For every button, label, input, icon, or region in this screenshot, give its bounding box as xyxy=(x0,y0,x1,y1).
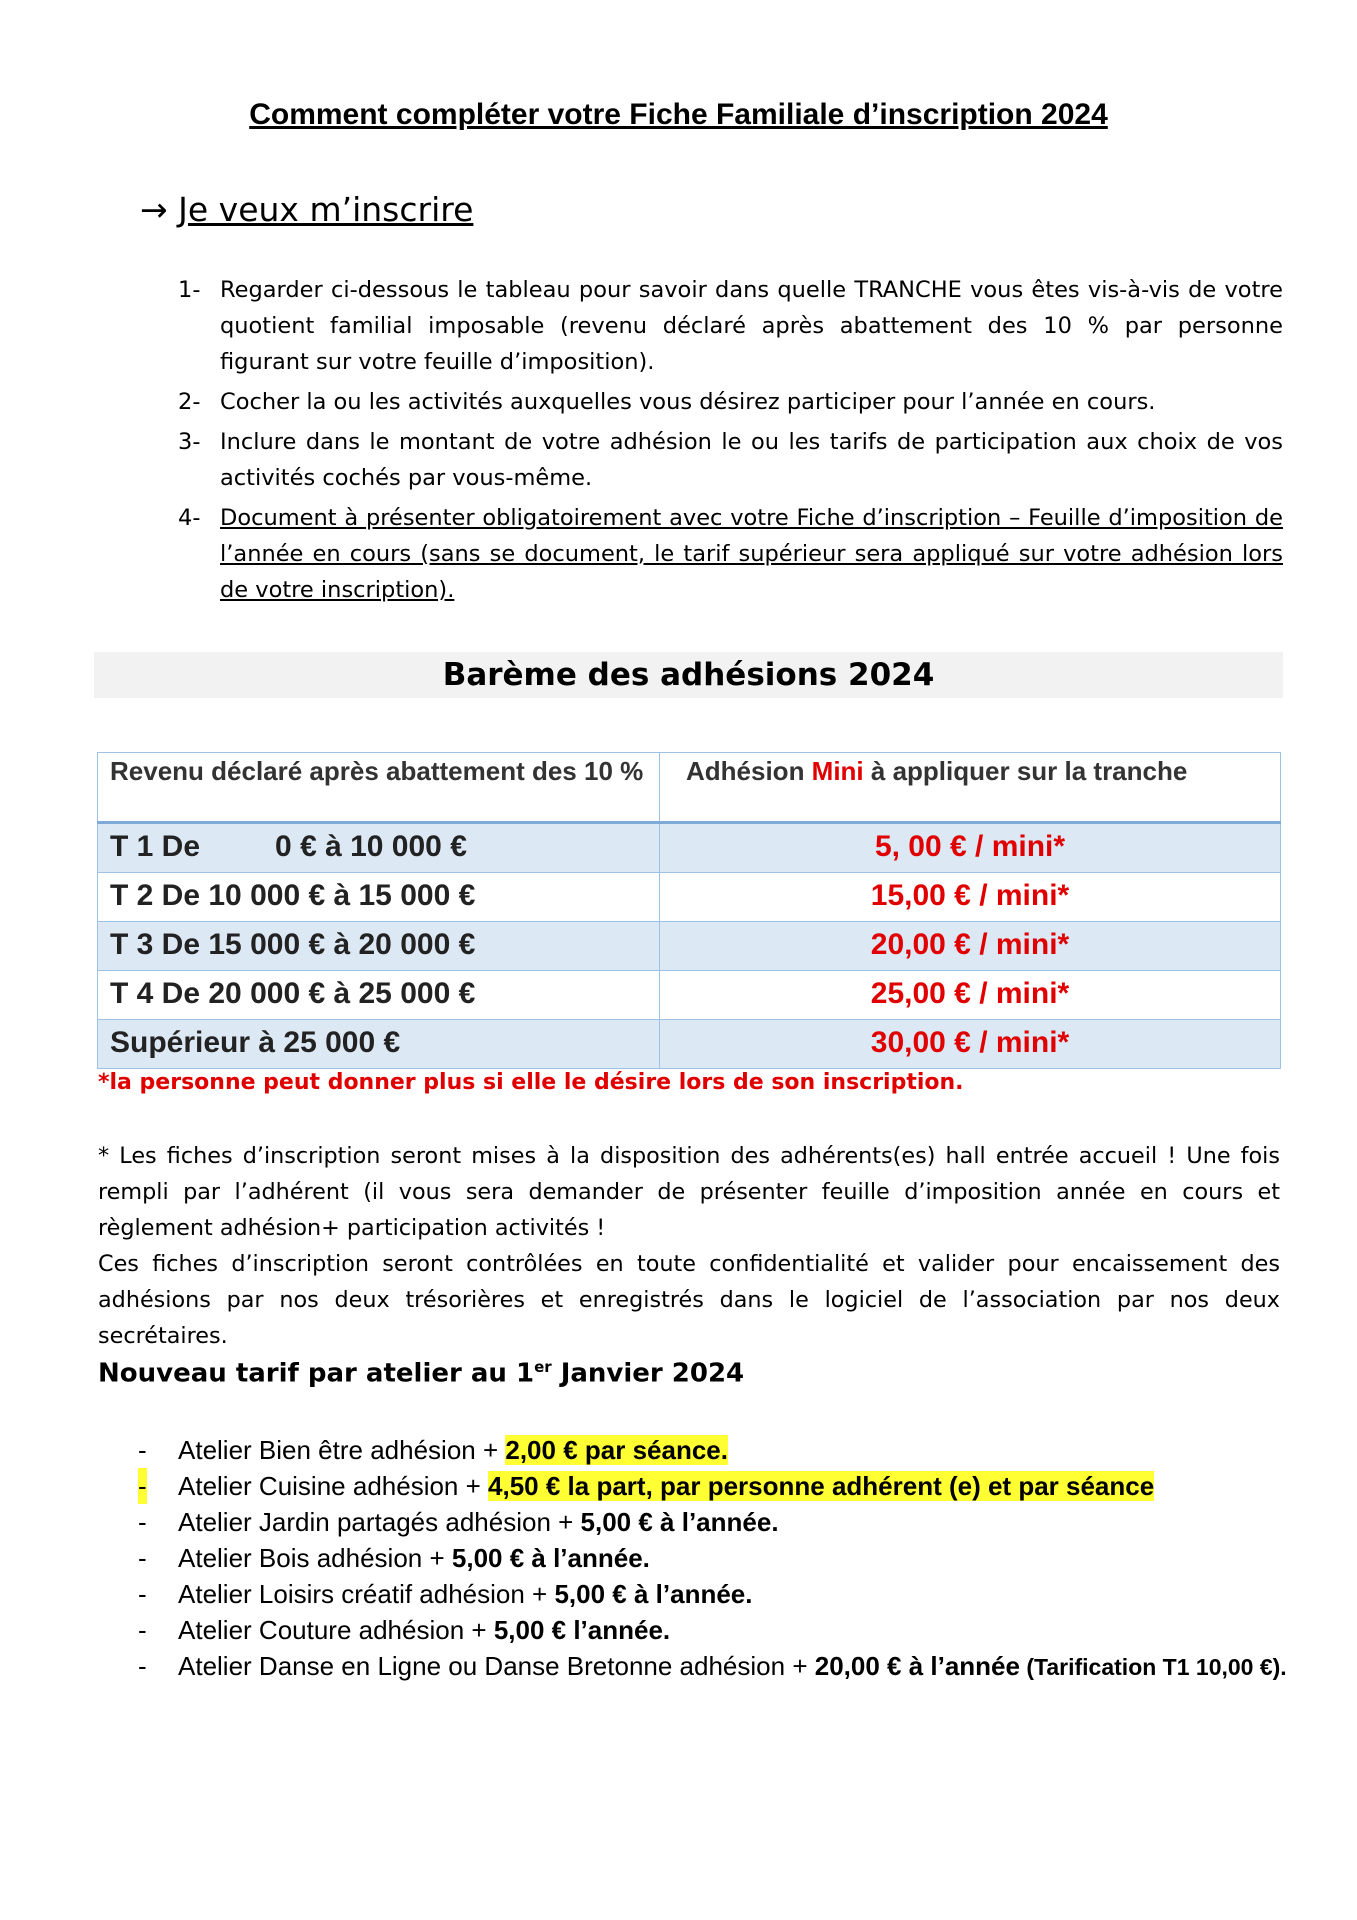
bullet-dash: - xyxy=(138,1507,147,1537)
table-row xyxy=(98,971,1281,1020)
atelier-label: Atelier Danse en Ligne ou Danse Bretonne adhésion + xyxy=(178,1651,815,1681)
header-adhesion-text-end: à appliquer sur la tranche xyxy=(863,756,1188,786)
tranche-cell: T 4 De 20 000 € à 25 000 € xyxy=(98,971,660,1020)
montant-cell: 20,00 € / mini* xyxy=(660,922,1281,971)
bullet-dash: - xyxy=(138,1651,147,1681)
montant-cell: 5, 00 € / mini* xyxy=(660,823,1281,873)
step-item xyxy=(178,424,1283,496)
atelier-label: Atelier Jardin partagés adhésion + xyxy=(178,1507,581,1537)
list-item xyxy=(138,1504,1288,1540)
table-row xyxy=(98,1020,1281,1069)
list-item xyxy=(138,1648,1288,1685)
bullet-dash: - xyxy=(138,1435,147,1465)
atelier-label: Atelier Couture adhésion + xyxy=(178,1615,494,1645)
tranche-cell: T 3 De 15 000 € à 20 000 € xyxy=(98,922,660,971)
list-item xyxy=(138,1468,1288,1504)
atelier-price: 2,00 € par séance. xyxy=(505,1435,728,1465)
atelier-label: Atelier Loisirs créatif adhésion + xyxy=(178,1579,555,1609)
list-item xyxy=(138,1540,1288,1576)
header-revenu: Revenu déclaré après abattement des 10 % xyxy=(98,753,660,823)
header-adhesion-text: Adhésion xyxy=(686,756,812,786)
info-paragraphs xyxy=(98,1138,1280,1354)
tarif-title xyxy=(98,1358,744,1389)
tranche-cell: Supérieur à 25 000 € xyxy=(98,1020,660,1069)
step-text: Document à présenter obligatoirement avec votre Fiche d’inscription – Feuille d’imposition de l’année en cours (sans se document, le tarif supérieur sera appliqué sur votre adhésion lors de votre inscription). xyxy=(220,505,1283,603)
step-text: Inclure dans le montant de votre adhésion le ou les tarifs de participation aux choix de vos activités cochés par vous-même. xyxy=(220,429,1283,491)
tarif-title-text-end: Janvier 2024 xyxy=(551,1358,745,1389)
atelier-label: Atelier Bien être adhésion + xyxy=(178,1435,506,1465)
atelier-price: 5,00 € l’année. xyxy=(493,1615,671,1645)
bullet-dash: - xyxy=(138,1543,147,1573)
table-header-row xyxy=(98,753,1281,823)
list-item xyxy=(138,1576,1288,1612)
bullet-dash: - xyxy=(138,1579,147,1609)
bareme-title: Barème des adhésions 2024 xyxy=(94,652,1283,698)
bullet-dash: - xyxy=(138,1615,147,1645)
header-mini: Mini xyxy=(811,756,864,786)
atelier-price: 4,50 € la part, par personne adhérent (e) et par séance xyxy=(488,1471,1155,1501)
atelier-price: 5,00 € à l’année. xyxy=(580,1507,779,1537)
page-title: Comment compléter votre Fiche Familiale d’inscription 2024 xyxy=(249,98,1108,131)
atelier-label: Atelier Bois adhésion + xyxy=(178,1543,452,1573)
step-number: 1- xyxy=(178,277,201,303)
atelier-extra: (Tarification T1 10,00 €). xyxy=(1019,1654,1287,1680)
tranche-cell: T 2 De 10 000 € à 15 000 € xyxy=(98,873,660,922)
tarif-title-sup: er xyxy=(534,1358,552,1376)
step-text: Regarder ci-dessous le tableau pour savoir dans quelle TRANCHE vous êtes vis-à-vis de votre quotient familial imposable (revenu déclaré après abattement des 10 % par personne figurant sur votre feuille d’imposition). xyxy=(220,277,1283,375)
montant-cell: 30,00 € / mini* xyxy=(660,1020,1281,1069)
step-number: 3- xyxy=(178,429,201,455)
tranche-cell: T 1 De 0 € à 10 000 € xyxy=(98,823,660,873)
info-paragraph: Ces fiches d’inscription seront contrôlées en toute confidentialité et valider pour encaissement des adhésions par nos deux trésorières et enregistrés dans le logiciel de l’association par nos deux secrétaires. xyxy=(98,1251,1280,1349)
section-heading-text: Je veux m’inscrire xyxy=(178,190,474,229)
montant-cell: 15,00 € / mini* xyxy=(660,873,1281,922)
atelier-price: 5,00 € à l’année. xyxy=(554,1579,753,1609)
header-adhesion xyxy=(660,753,1281,823)
arrow-icon: → xyxy=(140,190,168,229)
step-item xyxy=(178,272,1283,380)
bareme-note: *la personne peut donner plus si elle le désire lors de son inscription. xyxy=(98,1070,964,1095)
ateliers-list xyxy=(138,1432,1288,1685)
table-row xyxy=(98,922,1281,971)
step-number: 2- xyxy=(178,389,201,415)
bullet-dash: - xyxy=(138,1468,147,1504)
atelier-price: 5,00 € à l’année. xyxy=(451,1543,650,1573)
atelier-price: 20,00 € à l’année xyxy=(814,1651,1020,1681)
atelier-label: Atelier Cuisine adhésion + xyxy=(178,1471,489,1501)
list-item xyxy=(138,1432,1288,1468)
list-item xyxy=(138,1612,1288,1648)
step-item xyxy=(178,384,1283,420)
steps-list xyxy=(178,272,1283,612)
step-item xyxy=(178,500,1283,608)
section-heading xyxy=(140,190,473,229)
tarif-title-text: Nouveau tarif par atelier au 1 xyxy=(98,1358,535,1389)
step-number: 4- xyxy=(178,505,201,531)
info-paragraph: * Les fiches d’inscription seront mises à la disposition des adhérents(es) hall entrée accueil ! Une fois rempli par l’adhérent (il vous sera demander de présenter feuille d’imposition année en cours et règlement adhésion+ participation activités ! xyxy=(98,1143,1280,1241)
table-row xyxy=(98,823,1281,873)
montant-cell: 25,00 € / mini* xyxy=(660,971,1281,1020)
table-row xyxy=(98,873,1281,922)
bareme-table xyxy=(97,752,1281,1069)
step-text: Cocher la ou les activités auxquelles vous désirez participer pour l’année en cours. xyxy=(220,389,1156,415)
